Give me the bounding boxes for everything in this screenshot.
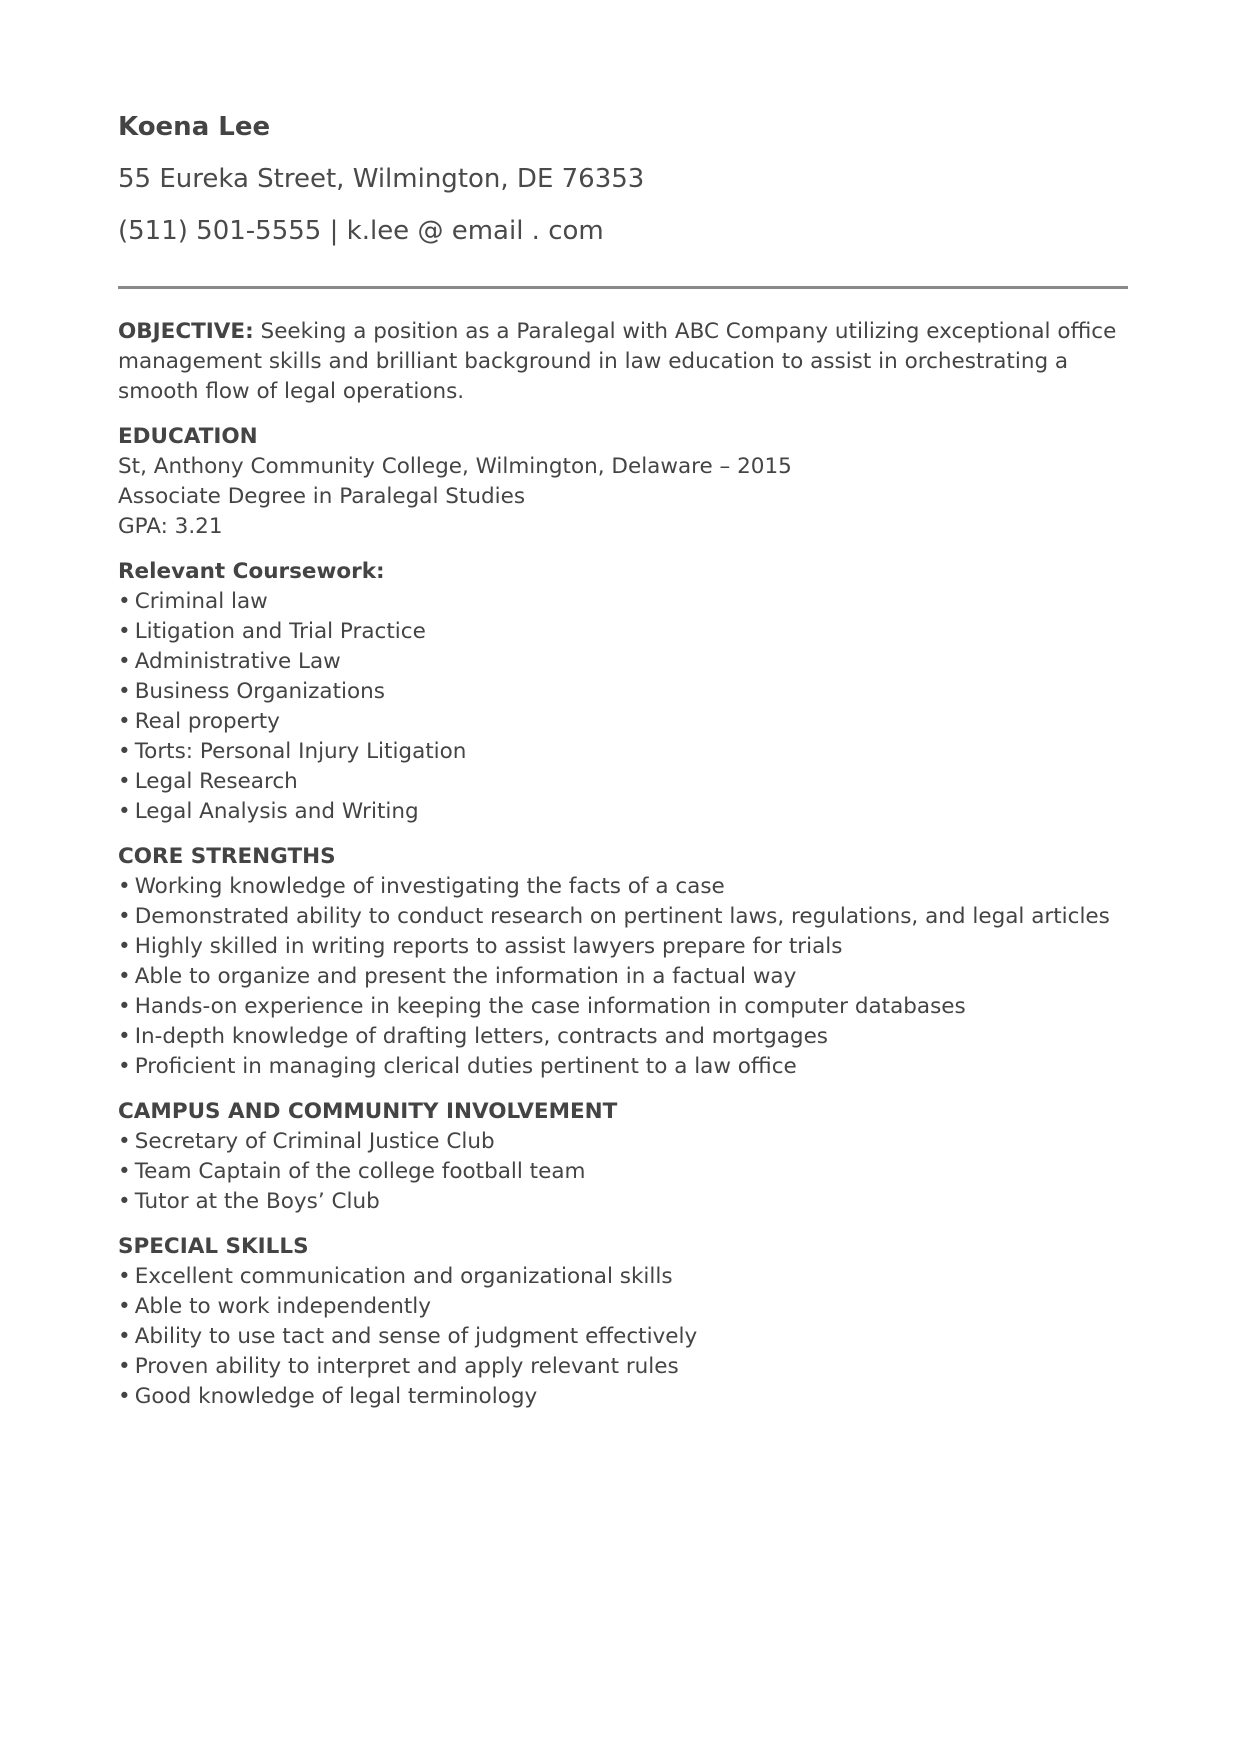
list-item [118,767,1128,797]
bullet-glyph: • [118,964,131,989]
list-item [118,1052,1128,1082]
list-item [118,1382,1128,1412]
list-item [118,932,1128,962]
objective-paragraph [118,317,1128,407]
education-gpa: GPA: 3.21 [118,514,223,539]
list-item [118,707,1128,737]
list-item [118,1262,1128,1292]
list-item-text: Legal Analysis and Writing [134,799,419,824]
list-item-text: Secretary of Criminal Justice Club [134,1129,495,1154]
bullet-glyph: • [118,589,131,614]
list-item [118,962,1128,992]
bullet-glyph: • [118,1129,131,1154]
list-item-text: Torts: Personal Injury Litigation [134,739,467,764]
bullet-glyph: • [118,1324,131,1349]
list-item [118,1322,1128,1352]
core-strengths-list [118,872,1128,1082]
list-item [118,647,1128,677]
list-item [118,1157,1128,1187]
list-item-text: Proficient in managing clerical duties pertinent to a law office [134,1054,797,1079]
list-item-text: Litigation and Trial Practice [134,619,426,644]
campus-involvement-list [118,1127,1128,1217]
bullet-glyph: • [118,739,131,764]
list-item-text: Proven ability to interpret and apply relevant rules [134,1354,679,1379]
special-skills-list [118,1262,1128,1412]
list-item [118,1187,1128,1217]
bullet-glyph: • [118,1024,131,1049]
list-item-text: Good knowledge of legal terminology [134,1384,538,1409]
education-section [118,422,1128,542]
education-title: EDUCATION [118,424,258,449]
list-item-text: Highly skilled in writing reports to assist lawyers prepare for trials [134,934,843,959]
list-item [118,737,1128,767]
list-item [118,902,1128,932]
list-item-text: In-depth knowledge of drafting letters, contracts and mortgages [134,1024,828,1049]
header-divider [118,286,1128,289]
bullet-glyph: • [118,1189,131,1214]
education-degree: Associate Degree in Paralegal Studies [118,484,526,509]
list-item-text: Business Organizations [134,679,385,704]
list-item-text: Tutor at the Boys’ Club [134,1189,380,1214]
list-item [118,1022,1128,1052]
bullet-glyph: • [118,619,131,644]
coursework-section [118,557,1128,827]
list-item [118,992,1128,1022]
resume-body [118,317,1128,1412]
bullet-glyph: • [118,874,131,899]
bullet-glyph: • [118,1354,131,1379]
phone-email-line: (511) 501-5555 | k.lee @ email . com [118,216,604,246]
bullet-glyph: • [118,934,131,959]
list-item-text: Hands-on experience in keeping the case information in computer databases [134,994,966,1019]
list-item-text: Able to work independently [134,1294,431,1319]
list-item-text: Able to organize and present the information in a factual way [134,964,797,989]
campus-involvement-title: CAMPUS AND COMMUNITY INVOLVEMENT [118,1099,618,1124]
list-item-text: Administrative Law [134,649,341,674]
list-item-text: Working knowledge of investigating the facts of a case [134,874,725,899]
list-item [118,1292,1128,1322]
objective-label: OBJECTIVE: [118,319,254,344]
list-item-text: Criminal law [134,589,268,614]
list-item [118,1352,1128,1382]
address-line: 55 Eureka Street, Wilmington, DE 76353 [118,164,645,194]
candidate-name: Koena Lee [118,112,271,142]
bullet-glyph: • [118,1384,131,1409]
bullet-glyph: • [118,1264,131,1289]
coursework-list [118,587,1128,827]
bullet-glyph: • [118,769,131,794]
list-item [118,872,1128,902]
special-skills-section [118,1232,1128,1412]
bullet-glyph: • [118,1159,131,1184]
list-item-text: Real property [134,709,280,734]
bullet-glyph: • [118,679,131,704]
bullet-glyph: • [118,649,131,674]
coursework-title: Relevant Coursework: [118,559,385,584]
bullet-glyph: • [118,799,131,824]
core-strengths-section [118,842,1128,1082]
list-item [118,797,1128,827]
list-item-text: Team Captain of the college football team [134,1159,586,1184]
list-item [118,1127,1128,1157]
list-item [118,617,1128,647]
bullet-glyph: • [118,994,131,1019]
bullet-glyph: • [118,904,131,929]
education-school: St, Anthony Community College, Wilmington, Delaware – 2015 [118,454,792,479]
campus-involvement-section [118,1097,1128,1217]
list-item-text: Excellent communication and organizational skills [134,1264,673,1289]
objective-text: Seeking a position as a Paralegal with ABC Company utilizing exceptional office management skills and brilliant background in law education to assist in orchestrating a smooth flow of legal operations. [118,319,1117,404]
list-item [118,587,1128,617]
bullet-glyph: • [118,1054,131,1079]
list-item-text: Demonstrated ability to conduct research on pertinent laws, regulations, and legal articles [134,904,1110,929]
special-skills-title: SPECIAL SKILLS [118,1234,309,1259]
list-item-text: Ability to use tact and sense of judgment effectively [134,1324,698,1349]
list-item-text: Legal Research [134,769,298,794]
bullet-glyph: • [118,1294,131,1319]
bullet-glyph: • [118,709,131,734]
core-strengths-title: CORE STRENGTHS [118,844,336,869]
list-item [118,677,1128,707]
